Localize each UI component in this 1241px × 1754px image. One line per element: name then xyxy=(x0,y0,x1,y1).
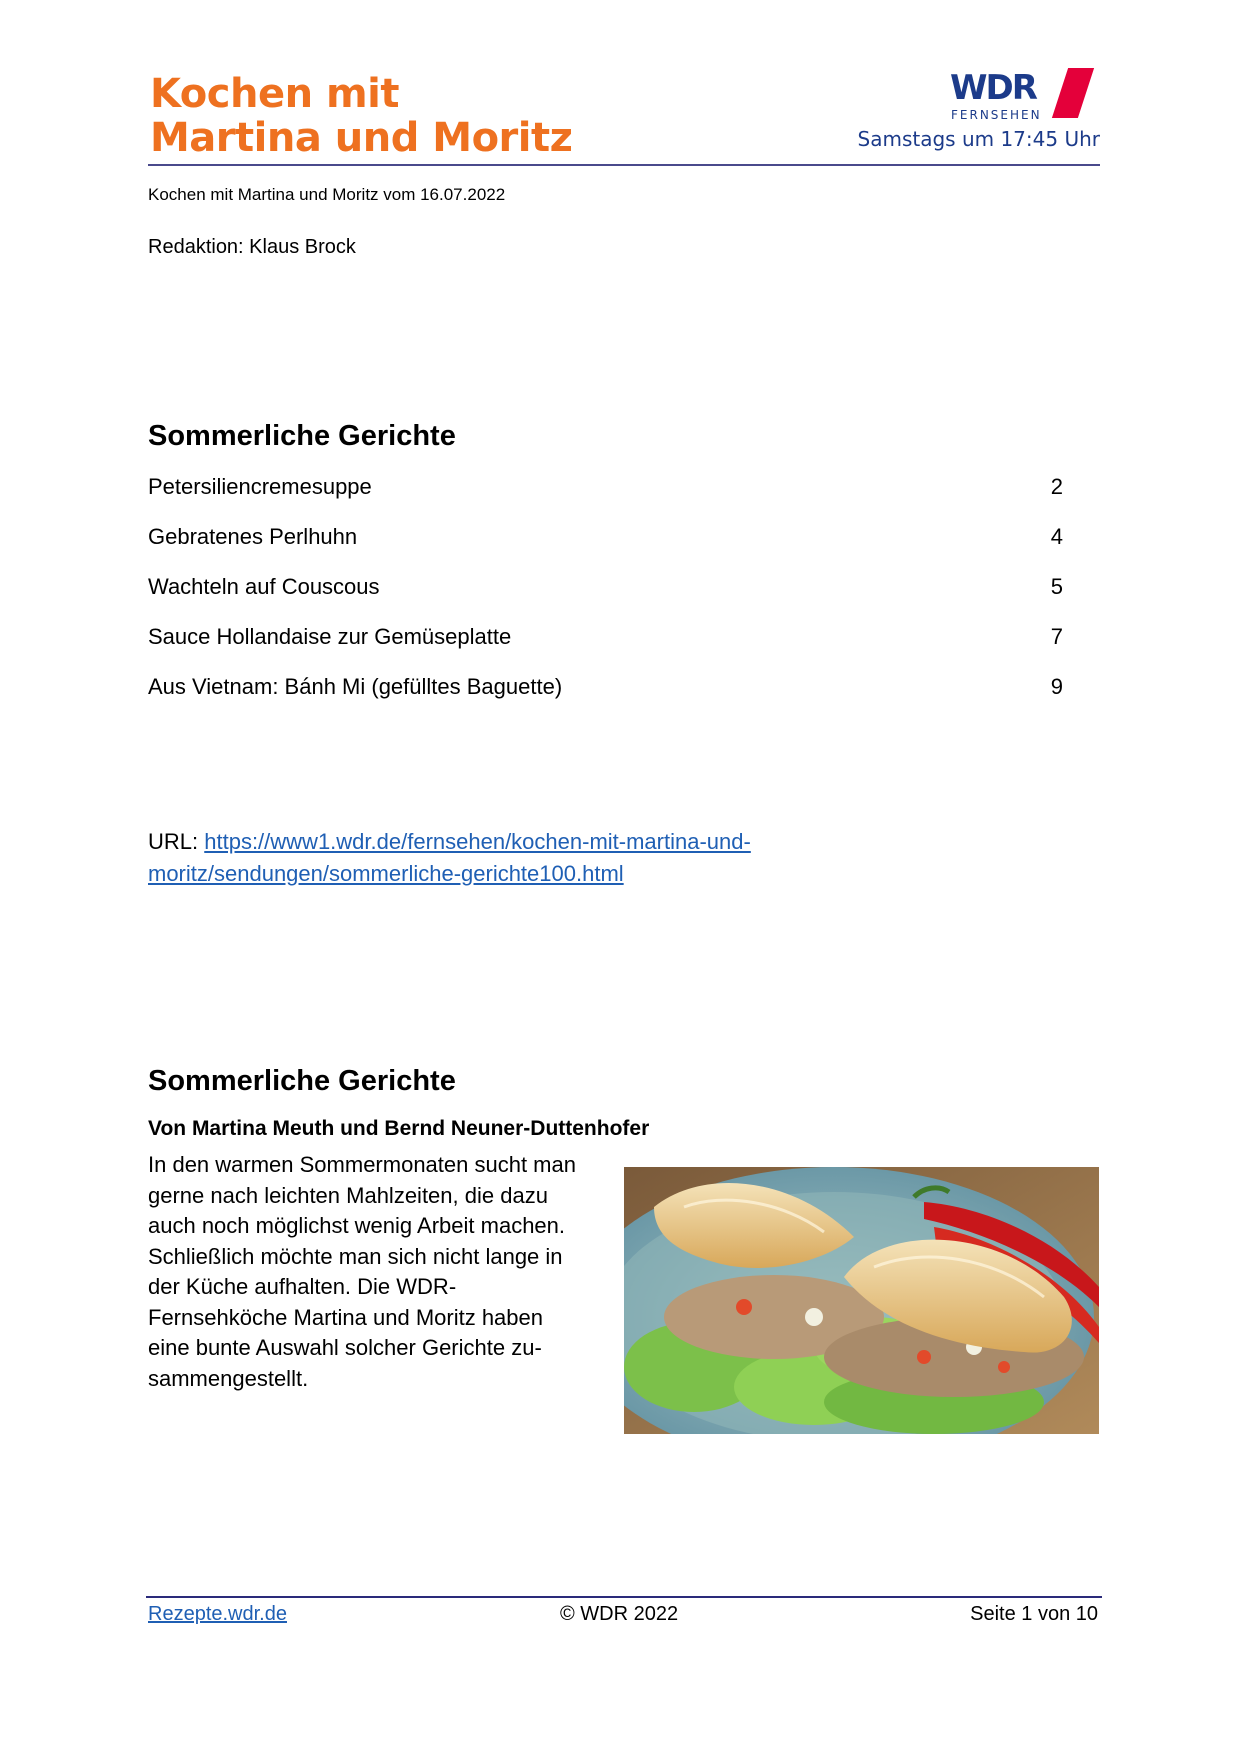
wdr-logo-text: WDR xyxy=(950,68,1036,108)
footer-site-link[interactable]: Rezepte.wdr.de xyxy=(148,1603,287,1625)
wdr-flag-icon xyxy=(1052,68,1094,118)
editor-line: Redaktion: Klaus Brock xyxy=(148,236,356,258)
toc-entry[interactable] xyxy=(148,623,1063,673)
intro-line: Schließlich möchte man sich nicht lange in xyxy=(148,1243,563,1269)
toc-entry-label: Sauce Hollandaise zur Gemüseplatte xyxy=(148,624,512,649)
source-url-link[interactable] xyxy=(148,829,751,886)
intro-line: In den warmen Sommermonaten sucht man xyxy=(148,1152,576,1177)
intro-line: eine bunte Auswahl solcher Gerichte zu- xyxy=(148,1335,542,1360)
intro-line: auch noch möglichst wenig Arbeit machen. xyxy=(148,1213,566,1238)
show-title-line-2: Martina und Moritz xyxy=(150,115,573,161)
url-link-line-1: https://www1.wdr.de/fernsehen/kochen-mit-martina-und- xyxy=(204,829,751,854)
toc-entry-label: Wachteln auf Couscous xyxy=(148,574,380,599)
wdr-logo-subtitle: FERNSEHEN xyxy=(951,108,1042,122)
header-divider xyxy=(148,164,1100,166)
url-link-line-2: moritz/sendungen/sommerliche-gerichte100.html xyxy=(148,861,624,886)
episode-date-line: Kochen mit Martina und Moritz vom 16.07.2022 xyxy=(148,185,506,204)
toc-entry-page: 2 xyxy=(1050,474,1063,499)
footer-page-number: Seite 1 von 10 xyxy=(970,1603,1098,1625)
source-url-block xyxy=(148,826,908,890)
table-of-contents xyxy=(148,473,1063,723)
toc-entry[interactable] xyxy=(148,523,1063,573)
toc-entry-label: Gebratenes Perlhuhn xyxy=(148,524,358,549)
footer-divider xyxy=(146,1596,1102,1598)
toc-entry-page: 4 xyxy=(1050,524,1063,549)
toc-entry[interactable] xyxy=(148,573,1063,623)
intro-line: Fernsehköche Martina und Moritz haben xyxy=(148,1304,543,1330)
toc-heading: Sommerliche Gerichte xyxy=(148,420,456,452)
show-title-line-1: Kochen mit xyxy=(150,71,400,117)
toc-entry[interactable] xyxy=(148,673,1063,723)
toc-entry-page: 5 xyxy=(1050,574,1063,599)
toc-entry-page: 7 xyxy=(1050,624,1063,649)
show-title-logo xyxy=(150,72,572,160)
intro-line: der Küche aufhalten. Die WDR- xyxy=(148,1274,457,1299)
toc-entry-label: Petersiliencremesuppe xyxy=(148,474,372,499)
url-label: URL: xyxy=(148,829,205,854)
article-byline: Von Martina Meuth und Bernd Neuner-Duttenhofer xyxy=(148,1117,650,1140)
article-heading: Sommerliche Gerichte xyxy=(148,1065,456,1097)
airtime-text: Samstags um 17:45 Uhr xyxy=(857,127,1100,151)
toc-entry-label: Aus Vietnam: Bánh Mi (gefülltes Baguette) xyxy=(148,674,563,699)
toc-entry[interactable] xyxy=(148,473,1063,523)
intro-line: sammengestellt. xyxy=(148,1365,309,1391)
intro-line: gerne nach leichten Mahlzeiten, die dazu xyxy=(148,1182,548,1208)
toc-entry-page: 9 xyxy=(1050,674,1063,699)
footer-copyright: © WDR 2022 xyxy=(560,1603,679,1625)
article-intro xyxy=(148,1150,618,1394)
banh-mi-photo xyxy=(624,1167,1099,1434)
wdr-fernsehen-logo xyxy=(950,68,1098,124)
